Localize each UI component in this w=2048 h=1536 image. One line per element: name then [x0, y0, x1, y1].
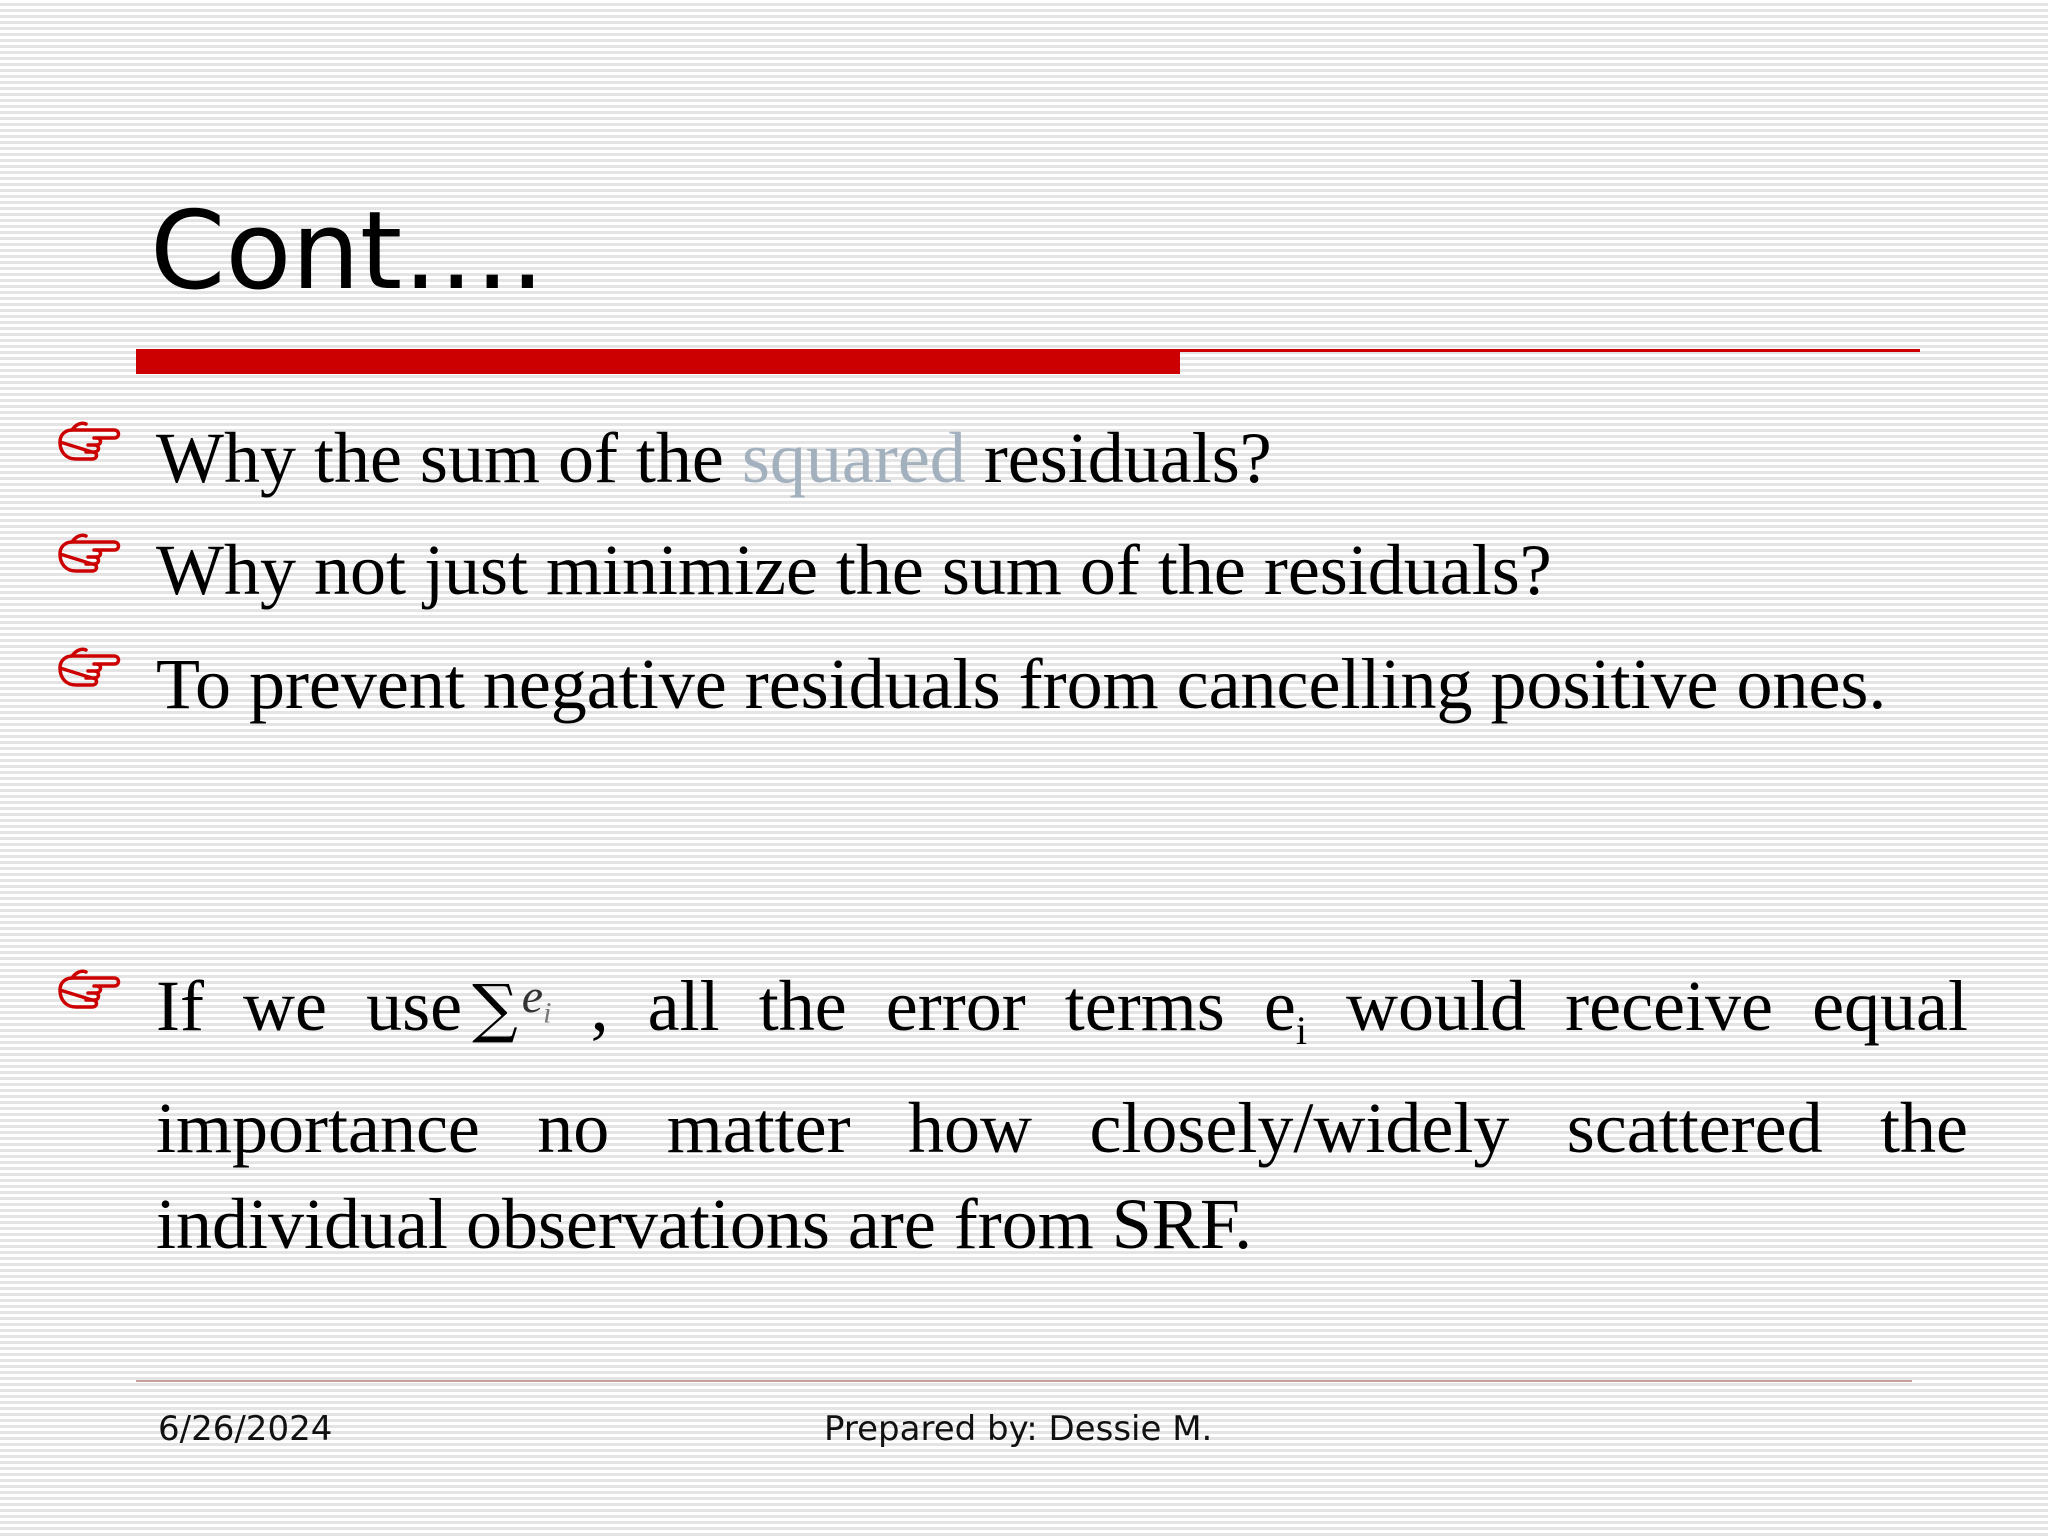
bullet-item	[56, 410, 1968, 506]
bullet-text	[156, 410, 1968, 506]
title-underline-thin	[1180, 349, 1920, 352]
summation-variable-subscript: i	[543, 996, 552, 1030]
bullet-item	[56, 958, 1968, 1272]
summation-symbol: ∑	[472, 972, 518, 1046]
footer-divider	[136, 1380, 1912, 1382]
summation-variable-letter: e	[521, 970, 544, 1023]
error-term-subscript: i	[1295, 1008, 1307, 1053]
bullet-text	[156, 958, 1968, 1272]
bullet-text: Why not just minimize the sum of the residuals?	[156, 530, 1552, 610]
pointing-hand-icon	[56, 638, 126, 698]
footer-author: Prepared by: Dessie M.	[824, 1409, 1213, 1449]
footer-date: 6/26/2024	[158, 1409, 333, 1449]
pointing-hand-icon	[56, 412, 126, 472]
highlighted-word: squared	[741, 418, 966, 498]
pointing-hand-icon	[56, 960, 126, 1020]
bullet-item	[56, 636, 1968, 732]
bullet-text-part: , all the error terms e	[590, 966, 1296, 1046]
bullet-text: To prevent negative residuals from cancelling positive ones.	[156, 644, 1887, 724]
bullet-text-part: would receive equal importance no matter how closely/widely scattered the individual observations are from SRF.	[156, 966, 1968, 1264]
bullet-item	[56, 522, 1968, 618]
bullet-text-part: If we use	[156, 966, 463, 1046]
bullet-text-part: residuals?	[965, 418, 1272, 498]
slide-title: Cont….	[150, 189, 545, 314]
summation-variable	[521, 970, 552, 1030]
bullet-text-part: Why the sum of the	[156, 418, 742, 498]
pointing-hand-icon	[56, 524, 126, 584]
title-underline-thick	[136, 349, 1180, 374]
